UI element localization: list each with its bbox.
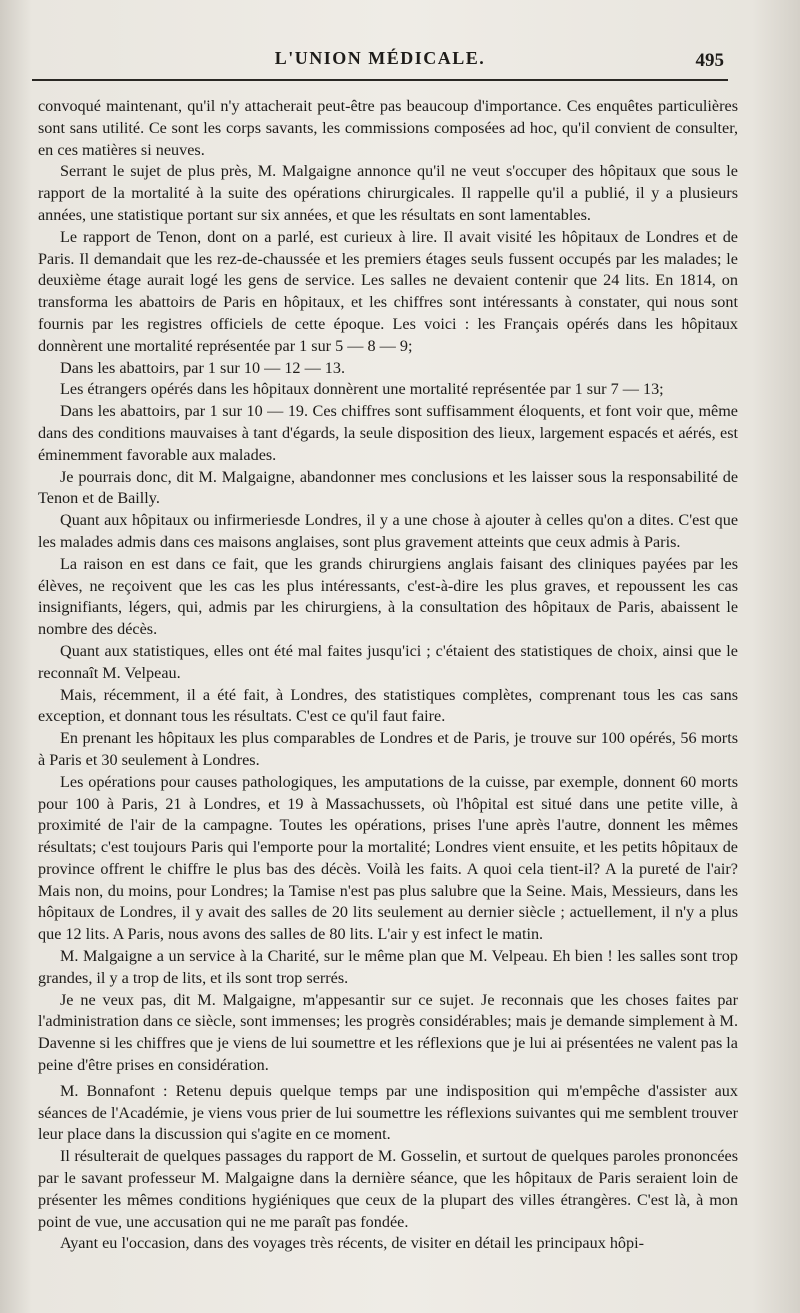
- paragraph: convoqué maintenant, qu'il n'y attacherait peut-être pas beaucoup d'importance. Ces enquêtes particulières sont sans utilité. Ce sont les corps savants, les commissions composées ad hoc, qu'il convient de consulter, en ces matières si neuves.: [38, 97, 738, 159]
- paragraph: En prenant les hôpitaux les plus comparables de Londres et de Paris, je trouve sur 100 opérés, 56 morts à Paris et 30 seulement à Londres.: [38, 729, 738, 769]
- paragraph: Dans les abattoirs, par 1 sur 10 — 12 — 13.: [60, 358, 346, 377]
- page-header: [30, 44, 730, 78]
- paragraph: Je pourrais donc, dit M. Malgaigne, abandonner mes conclusions et les laisser sous la responsabilité de Tenon et de Bailly.: [38, 467, 738, 508]
- page-number: 495: [695, 50, 724, 71]
- paragraph: Il résulterait de quelques passages du rapport de M. Gosselin, et surtout de quelques paroles prononcées par le savant professeur M. Malgaigne dans la dernière séance, que les hôpitaux de Paris seraient loin de présenter les mêmes conditions hygiéniques que ceux de la plupart des villes étrangères. C'est là, à mon point de vue, une accusation qui ne me paraît pas fondée.: [38, 1147, 738, 1231]
- paragraph: Quant aux statistiques, elles ont été mal faites jusqu'ici ; c'étaient des statistiques de choix, ainsi que le reconnaît M. Velpeau.: [38, 641, 738, 682]
- body-text: [38, 96, 738, 1255]
- paragraph: Quant aux hôpitaux ou infirmeriesde Londres, il y a une chose à ajouter à celles qu'on a dites. C'est que les malades admis dans ces maisons anglaises, sont plus gravement atteints que ceux admis à Paris.: [38, 511, 738, 551]
- paragraph: M. Malgaigne a un service à la Charité, sur le même plan que M. Velpeau. Eh bien ! les salles sont trop grandes, il y a trop de lits, et ils sont trop serrés.: [38, 947, 738, 987]
- header-rule: [32, 79, 728, 81]
- paragraph: Serrant le sujet de plus près, M. Malgaigne annonce qu'il ne veut s'occuper des hôpitaux que sous le rapport de la mortalité à la suite des opérations chirurgicales. Il rappelle qu'il a publié, il y a plusieurs années, une statistique portant sur six années, et que les résultats en sont lamentables.: [38, 162, 738, 224]
- paragraph: Mais, récemment, il a été fait, à Londres, des statistiques complètes, comprenant tous les cas sans exception, et donnant tous les résultats. C'est ce qu'il faut faire.: [38, 685, 738, 726]
- paragraph: Dans les abattoirs, par 1 sur 10 — 19. Ces chiffres sont suffisamment éloquents, et font voir que, même dans des conditions mauvaises à tant d'égards, la seule disposition des lieux, largement espacés et aérés, est éminemment favorable aux malades.: [38, 402, 738, 464]
- paragraph: Les opérations pour causes pathologiques, les amputations de la cuisse, par exemple, donnent 60 morts pour 100 à Paris, 21 à Londres, et 19 à Massachussets, où l'hôpital est situé dans une petite ville, à proximité de l'air de la campagne. Toutes les opérations, prises l'une après l'autre, donnent les mêmes résultats; c'est toujours Paris qui l'emporte pour la mortalité; Londres vient ensuite, et les petits hôpitaux de province offrent le chiffre le plus bas des décès. Voilà les faits. A quoi cela tient-il? A la pureté de l'air? Mais non, du moins, pour Londres; la Tamise n'est pas plus salubre que la Seine. Mais, Messieurs, dans les hôpitaux de Londres, il y avait des salles de 20 lits seulement au dernier siècle ; actuellement, il n'y a plus que 12 lits. A Paris, nous avons des salles de 80 lits. L'air y est infect le matin.: [38, 772, 738, 944]
- paragraph: La raison en est dans ce fait, que les grands chirurgiens anglais faisant des cliniques payées par les élèves, ne reçoivent que les cas les plus intéressants, c'est-à-dire les plus graves, et repoussent les cas insignifiants, légers, qui, admis par les chirurgiens, à la consultation des hôpitaux de Paris, abaissent le nombre des décès.: [38, 554, 738, 639]
- paragraph: Les étrangers opérés dans les hôpitaux donnèrent une mortalité représentée par 1 sur 7 — 13;: [60, 380, 664, 399]
- paragraph: M. Bonnafont : Retenu depuis quelque temps par une indisposition qui m'empêche d'assister aux séances de l'Académie, je viens vous prier de lui soumettre les réflexions suivantes qui me semblent trouver leur place dans la discussion qui s'agite en ce moment.: [38, 1081, 738, 1144]
- running-title: L'UNION MÉDICALE.: [274, 48, 486, 68]
- paragraph: Ayant eu l'occasion, dans des voyages très récents, de visiter en détail les principaux hôpi-: [60, 1234, 644, 1253]
- paragraph: Je ne veux pas, dit M. Malgaigne, m'appesantir sur ce sujet. Je reconnais que les choses faites par l'administration dans ce siècle, sont immenses; les progrès considérables; mais je demande simplement à M. Davenne si les chiffres que je viens de lui soumettre et les réflexions que je lui ai présentées ne valent pas la peine d'être prises en considération.: [38, 990, 738, 1075]
- paragraph: Le rapport de Tenon, dont on a parlé, est curieux à lire. Il avait visité les hôpitaux de Londres et de Paris. Il demandait que les rez-de-chaussée et les premiers étages seuls fussent occupés par les malades; le deuxième étage aurait logé les gens de service. Les salles ne devaient contenir que 24 lits. En 1814, on transforma les abattoirs de Paris en hôpitaux, et les chiffres sont intéressants à constater, qui nous sont fournis par les registres officiels de cette époque. Les voici : les Français opérés dans les hôpitaux donnèrent une mortalité représentée par 1 sur 5 — 8 — 9;: [38, 227, 738, 355]
